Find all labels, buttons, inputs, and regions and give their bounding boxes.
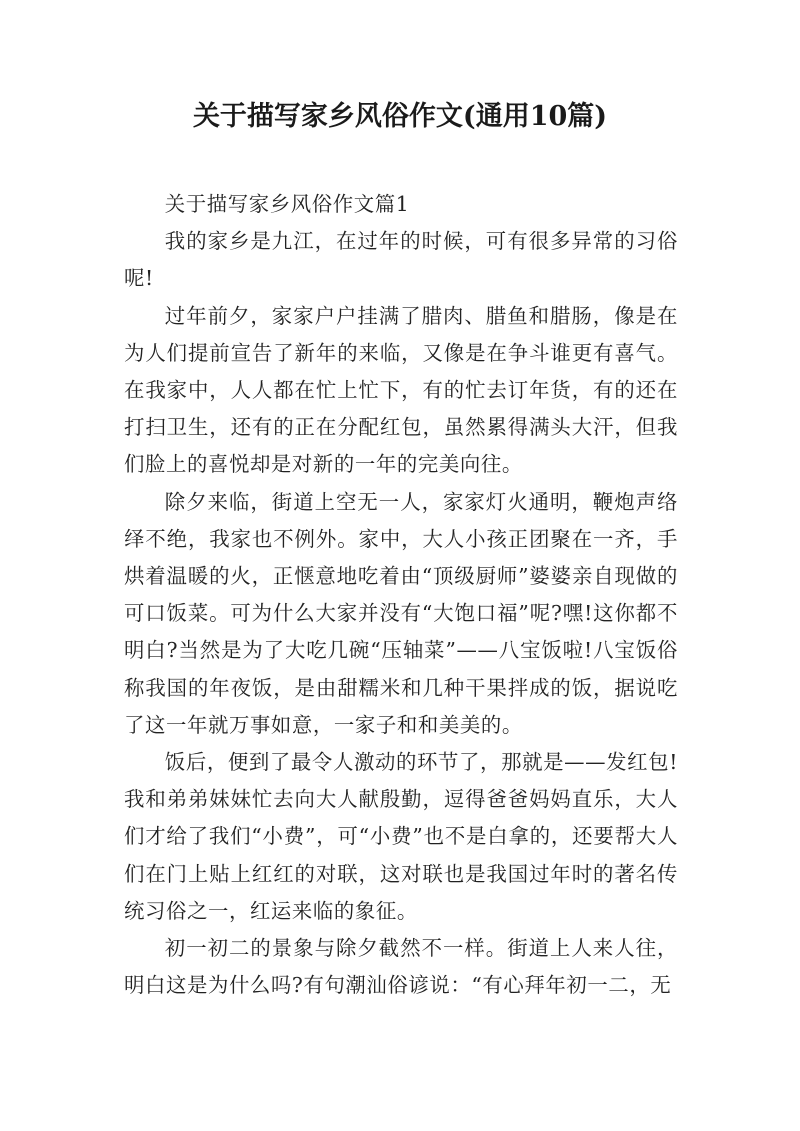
paragraph: 除夕来临，街道上空无一人，家家灯火通明，鞭炮声络绎不绝，我家也不例外。家中，大人小孩正团聚在一齐，手烘着温暖的火，正惬意地吃着由“顶级厨师”婆婆亲自现做的可口饭菜。可为什么大家并没有“大饱口福”呢?嘿!这你都不明白?当然是为了大吃几碗“压轴菜”——八宝饭啦!八宝饭俗称我国的年夜饭，是由甜糯米和几种干果拌成的饭，据说吃了这一年就万事如意，一家子和和美美的。: [124, 489, 678, 737]
document-body: [124, 186, 678, 1004]
document-title: 关于描写家乡风俗作文(通用10篇): [192, 101, 608, 132]
paragraph: 初一初二的景象与除夕截然不一样。街道上人来人往，明白这是为什么吗?有句潮汕俗谚说：“有心拜年初一二，无: [124, 936, 678, 998]
paragraph: 饭后，便到了最令人激动的环节了，那就是——发红包!我和弟弟妹妹忙去向大人献殷勤，逗得爸爸妈妈直乐，大人们才给了我们“小费”，可“小费”也不是白拿的，还要帮大人们在门上贴上红红的对联，这对联也是我国过年时的著名传统习俗之一，红运来临的象征。: [124, 750, 678, 923]
paragraph: 我的家乡是九江，在过年的时候，可有很多异常的习俗呢!: [124, 229, 678, 291]
paragraph: 过年前夕，家家户户挂满了腊肉、腊鱼和腊肠，像是在为人们提前宣告了新年的来临，又像是在争斗谁更有喜气。在我家中，人人都在忙上忙下，有的忙去订年货，有的还在打扫卫生，还有的正在分配红包，虽然累得满头大汗，但我们脸上的喜悦却是对新的一年的完美向往。: [124, 303, 678, 477]
section-heading: 关于描写家乡风俗作文篇1: [164, 192, 410, 216]
